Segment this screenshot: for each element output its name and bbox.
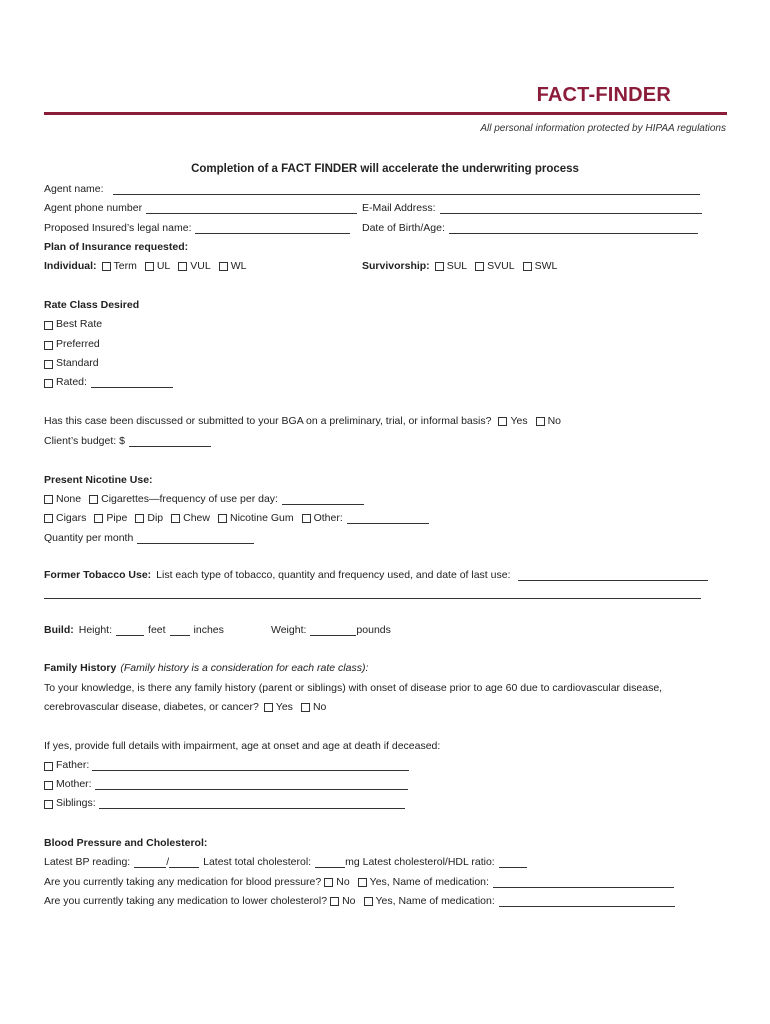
budget-row xyxy=(44,435,211,447)
checkbox-icon[interactable] xyxy=(44,800,53,809)
tobacco-text: List each type of tobacco, quantity and frequency used, and date of last use: xyxy=(156,569,511,581)
bga-yes[interactable]: Yes xyxy=(498,415,527,427)
cholesterol-field[interactable] xyxy=(315,856,345,868)
nicotine-heading: Present Nicotine Use: xyxy=(44,474,153,486)
weight-label: Weight: xyxy=(271,624,307,636)
option-svul[interactable]: SVUL xyxy=(475,260,514,272)
bp-label: Latest BP reading: xyxy=(44,856,131,868)
quantity-field[interactable] xyxy=(137,532,254,544)
family-heading: Family History xyxy=(44,662,117,674)
mother-field[interactable] xyxy=(95,778,408,790)
checkbox-icon[interactable] xyxy=(44,762,53,771)
bp-medication-no[interactable]: No xyxy=(324,876,349,888)
insured-name-field[interactable] xyxy=(195,222,350,234)
checkbox-icon[interactable] xyxy=(102,262,111,271)
other-nicotine-field[interactable] xyxy=(347,512,429,524)
checkbox-icon[interactable] xyxy=(94,514,103,523)
option-sul[interactable]: SUL xyxy=(435,260,467,272)
chol-medication-no[interactable]: No xyxy=(330,895,355,907)
cigarettes-frequency-field[interactable] xyxy=(282,493,364,505)
family-mother: Mother: xyxy=(44,778,408,790)
bp-medication-yes[interactable]: Yes, Name of medication: xyxy=(358,876,489,888)
family-siblings: Siblings: xyxy=(44,797,405,809)
quantity-row xyxy=(44,532,254,544)
checkbox-icon[interactable] xyxy=(145,262,154,271)
family-father: Father: xyxy=(44,759,409,771)
tobacco-row xyxy=(44,569,708,581)
bga-question: Has this case been discussed or submitted to your BGA on a preliminary, trial, or informal basis? xyxy=(44,415,492,427)
form-subtitle: Completion of a FACT FINDER will accelerate the underwriting process xyxy=(191,163,579,175)
bp-systolic-field[interactable] xyxy=(134,856,166,868)
inches-label: inches xyxy=(193,624,224,636)
nicotine-chew[interactable]: Chew xyxy=(171,512,210,524)
rate-option-best[interactable]: Best Rate xyxy=(44,318,102,330)
bga-row xyxy=(44,415,569,427)
checkbox-icon[interactable] xyxy=(44,379,53,388)
nicotine-none[interactable]: None xyxy=(44,493,81,505)
checkbox-icon[interactable] xyxy=(44,781,53,790)
checkbox-icon[interactable] xyxy=(89,495,98,504)
nicotine-row-2 xyxy=(44,512,429,524)
tobacco-field[interactable] xyxy=(518,569,708,581)
bp-medication-row xyxy=(44,876,674,888)
bp-slash: / xyxy=(166,856,170,868)
nicotine-row-1 xyxy=(44,493,364,505)
rate-option-standard[interactable]: Standard xyxy=(44,357,99,369)
option-swl[interactable]: SWL xyxy=(523,260,558,272)
checkbox-icon[interactable] xyxy=(135,514,144,523)
option-ul[interactable]: UL xyxy=(145,260,170,272)
plan-heading: Plan of Insurance requested: xyxy=(44,241,189,253)
page-title: FACT-FINDER xyxy=(536,84,671,106)
weight-field[interactable] xyxy=(310,624,356,636)
family-no[interactable]: No xyxy=(301,701,326,713)
checkbox-icon[interactable] xyxy=(44,321,53,330)
budget-label: Client’s budget: $ xyxy=(44,435,125,447)
checkbox-icon[interactable] xyxy=(498,417,507,426)
checkbox-icon[interactable] xyxy=(44,514,53,523)
nicotine-cigarettes[interactable]: Cigarettes—frequency of use per day: xyxy=(89,493,278,505)
siblings-field[interactable] xyxy=(99,797,405,809)
family-details-prompt: If yes, provide full details with impairment, age at onset and age at death if deceased: xyxy=(44,740,441,752)
checkbox-icon[interactable] xyxy=(264,703,273,712)
family-yes[interactable]: Yes xyxy=(264,701,293,713)
agent-phone-row xyxy=(44,202,357,214)
bp-heading: Blood Pressure and Cholesterol: xyxy=(44,837,208,849)
checkbox-icon[interactable] xyxy=(219,262,228,271)
nicotine-dip[interactable]: Dip xyxy=(135,512,163,524)
checkbox-icon[interactable] xyxy=(44,341,53,350)
ratio-field[interactable] xyxy=(499,856,527,868)
family-question-line-2 xyxy=(44,701,334,713)
bp-medication-question: Are you currently taking any medication for blood pressure? xyxy=(44,876,322,888)
option-term[interactable]: Term xyxy=(102,260,137,272)
family-note: (Family history is a consideration for each rate class): xyxy=(120,662,369,674)
agent-name-row xyxy=(44,183,700,195)
height-label: Height: xyxy=(78,624,113,636)
cholesterol-label: Latest total cholesterol: xyxy=(203,856,312,868)
weight-row xyxy=(271,624,391,636)
checkbox-icon[interactable] xyxy=(435,262,444,271)
hipaa-notice: All personal information protected by HIPAA regulations xyxy=(480,123,726,134)
insured-name-label: Proposed Insured’s legal name: xyxy=(44,222,192,234)
ratio-label: mg Latest cholesterol/HDL ratio: xyxy=(345,856,495,868)
agent-name-label: Agent name: xyxy=(44,183,104,195)
rate-class-heading: Rate Class Desired xyxy=(44,299,140,311)
father-field[interactable] xyxy=(92,759,409,771)
checkbox-icon[interactable] xyxy=(536,417,545,426)
checkbox-icon[interactable] xyxy=(302,514,311,523)
bp-medication-name-field[interactable] xyxy=(493,876,674,888)
dob-field[interactable] xyxy=(449,222,698,234)
family-question-line-1: To your knowledge, is there any family history (parent or siblings) with onset of disease prior to age 60 due to cardiovascular disease, xyxy=(44,682,663,694)
dob-row xyxy=(362,222,698,234)
nicotine-gum[interactable]: Nicotine Gum xyxy=(218,512,294,524)
option-wl[interactable]: WL xyxy=(219,260,247,272)
rate-option-rated[interactable]: Rated: xyxy=(44,376,173,388)
chol-medication-row xyxy=(44,895,675,907)
agent-phone-field[interactable] xyxy=(146,202,357,214)
checkbox-icon[interactable] xyxy=(44,495,53,504)
budget-field[interactable] xyxy=(129,435,211,447)
email-field[interactable] xyxy=(440,202,702,214)
survivorship-row xyxy=(362,260,565,272)
family-heading-row xyxy=(44,662,368,674)
build-row xyxy=(44,624,224,636)
checkbox-icon[interactable] xyxy=(475,262,484,271)
option-vul[interactable]: VUL xyxy=(178,260,210,272)
title-rule xyxy=(44,112,727,115)
rate-option-preferred[interactable]: Preferred xyxy=(44,338,100,350)
survivorship-label: Survivorship: xyxy=(362,260,430,272)
checkbox-icon[interactable] xyxy=(44,360,53,369)
bp-diastolic-field[interactable] xyxy=(169,856,199,868)
checkbox-icon[interactable] xyxy=(178,262,187,271)
checkbox-icon[interactable] xyxy=(364,897,373,906)
chol-medication-question: Are you currently taking any medication to lower cholesterol? xyxy=(44,895,328,907)
checkbox-icon[interactable] xyxy=(218,514,227,523)
bp-row xyxy=(44,856,527,868)
nicotine-other[interactable]: Other: xyxy=(302,512,343,524)
checkbox-icon[interactable] xyxy=(171,514,180,523)
nicotine-cigars[interactable]: Cigars xyxy=(44,512,86,524)
chol-medication-name-field[interactable] xyxy=(499,895,675,907)
agent-phone-label: Agent phone number xyxy=(44,202,143,214)
bga-no[interactable]: No xyxy=(536,415,561,427)
checkbox-icon[interactable] xyxy=(358,878,367,887)
rated-field[interactable] xyxy=(91,376,173,388)
family-question-end: cerebrovascular disease, diabetes, or cancer? xyxy=(44,701,259,713)
height-inches-field[interactable] xyxy=(170,624,190,636)
insured-name-row xyxy=(44,222,350,234)
email-row xyxy=(362,202,702,214)
chol-medication-yes[interactable]: Yes, Name of medication: xyxy=(364,895,495,907)
height-feet-field[interactable] xyxy=(116,624,144,636)
checkbox-icon[interactable] xyxy=(523,262,532,271)
individual-row xyxy=(44,260,254,272)
nicotine-pipe[interactable]: Pipe xyxy=(94,512,127,524)
checkbox-icon[interactable] xyxy=(301,703,310,712)
individual-label: Individual: xyxy=(44,260,97,272)
tobacco-heading: Former Tobacco Use: xyxy=(44,569,152,581)
dob-label: Date of Birth/Age: xyxy=(362,222,445,234)
tobacco-field-continued[interactable] xyxy=(44,598,701,599)
email-label: E-Mail Address: xyxy=(362,202,436,214)
checkbox-icon[interactable] xyxy=(324,878,333,887)
quantity-label: Quantity per month xyxy=(44,532,134,544)
feet-label: feet xyxy=(148,624,166,636)
pounds-label: pounds xyxy=(356,624,391,636)
checkbox-icon[interactable] xyxy=(330,897,339,906)
agent-name-field[interactable] xyxy=(113,183,700,195)
build-heading: Build: xyxy=(44,624,74,636)
